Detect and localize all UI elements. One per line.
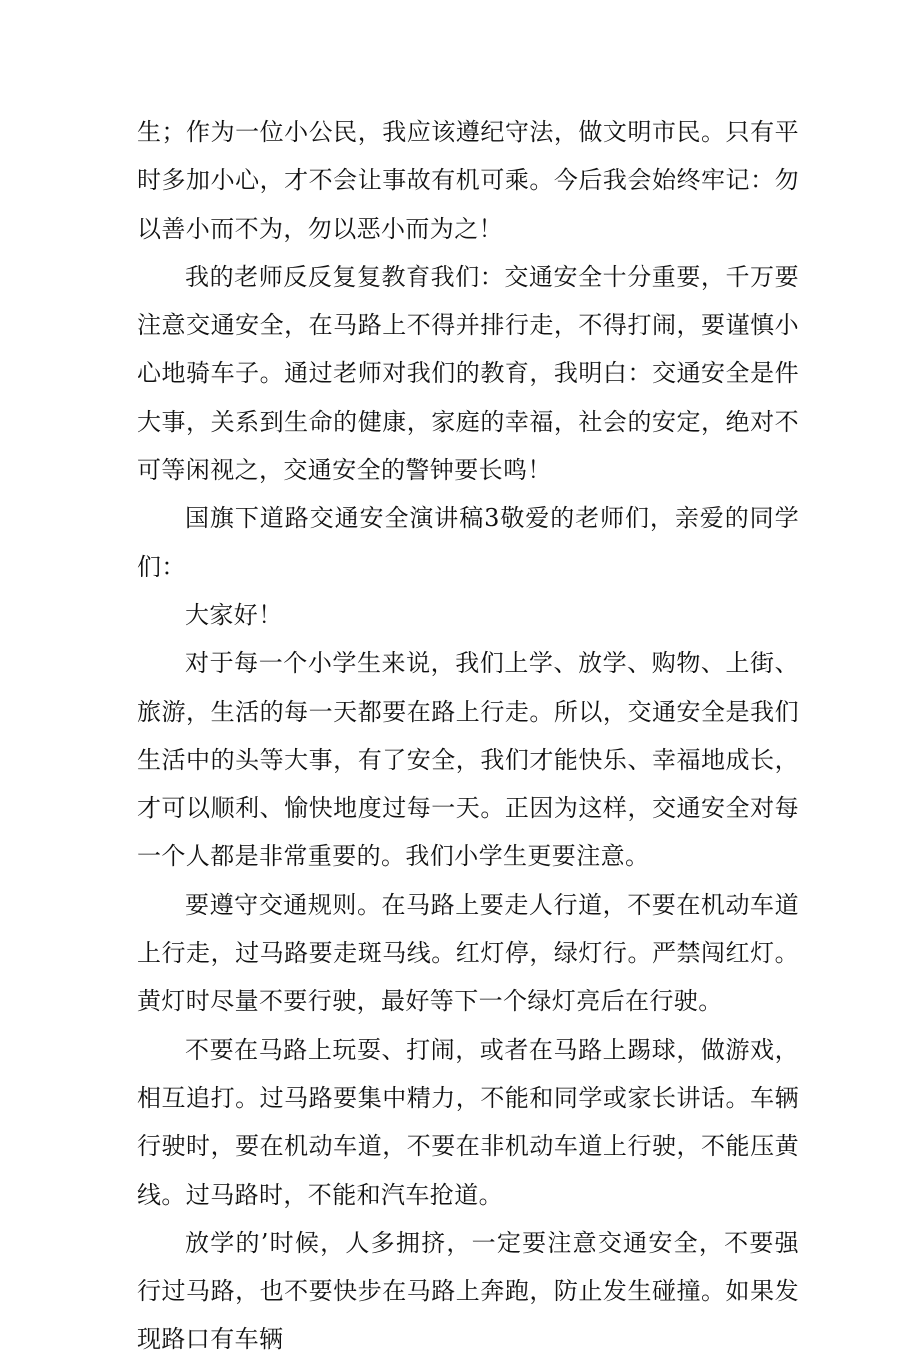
paragraph-daily-travel: 对于每一个小学生来说，我们上学、放学、购物、上街、旅游，生活的每一天都要在路上行走。所以，交通安全是我们生活中的头等大事，有了安全，我们才能快乐、幸福地成长，才可以顺利、愉快地度过每一天。正因为这样，交通安全对每一个人都是非常重要的。我们小学生更要注意。 [137, 649, 799, 871]
document-body [137, 108, 799, 1364]
paragraph-traffic-rules: 要遵守交通规则。在马路上要走人行道，不要在机动车道上行走，过马路要走斑马线。红灯停，绿灯行。严禁闯红灯。黄灯时尽量不要行驶，最好等下一个绿灯亮后在行驶。 [137, 890, 799, 1016]
paragraph-teacher-education: 我的老师反反复复教育我们：交通安全十分重要，千万要注意交通安全，在马路上不得并排行走，不得打闹，要谨慎小心地骑车子。通过老师对我们的教育，我明白：交通安全是件大事，关系到生命的健康，家庭的幸福，社会的安定，绝对不可等闲视之，交通安全的警钟要长鸣！ [137, 262, 799, 485]
speech-heading: 国旗下道路交通安全演讲稿3敬爱的老师们，亲爱的同学们： [137, 504, 799, 581]
paragraph-after-school: 放学的’时候，人多拥挤，一定要注意交通安全，不要强行过马路，也不要快步在马路上奔跑，防止发生碰撞。如果发现路口有车辆 [137, 1228, 799, 1354]
paragraph-no-playing: 不要在马路上玩耍、打闹，或者在马路上踢球，做游戏，相互追打。过马路要集中精力，不能和同学或家长讲话。车辆行驶时，要在机动车道，不要在非机动车道上行驶，不能压黄线。过马路时，不能和汽车抢道。 [137, 1035, 799, 1209]
paragraph-continuation: 生；作为一位小公民，我应该遵纪守法，做文明市民。只有平时多加小心，才不会让事故有机可乘。今后我会始终牢记：勿以善小而不为，勿以恶小而为之！ [137, 118, 799, 243]
greeting: 大家好！ [185, 600, 283, 629]
